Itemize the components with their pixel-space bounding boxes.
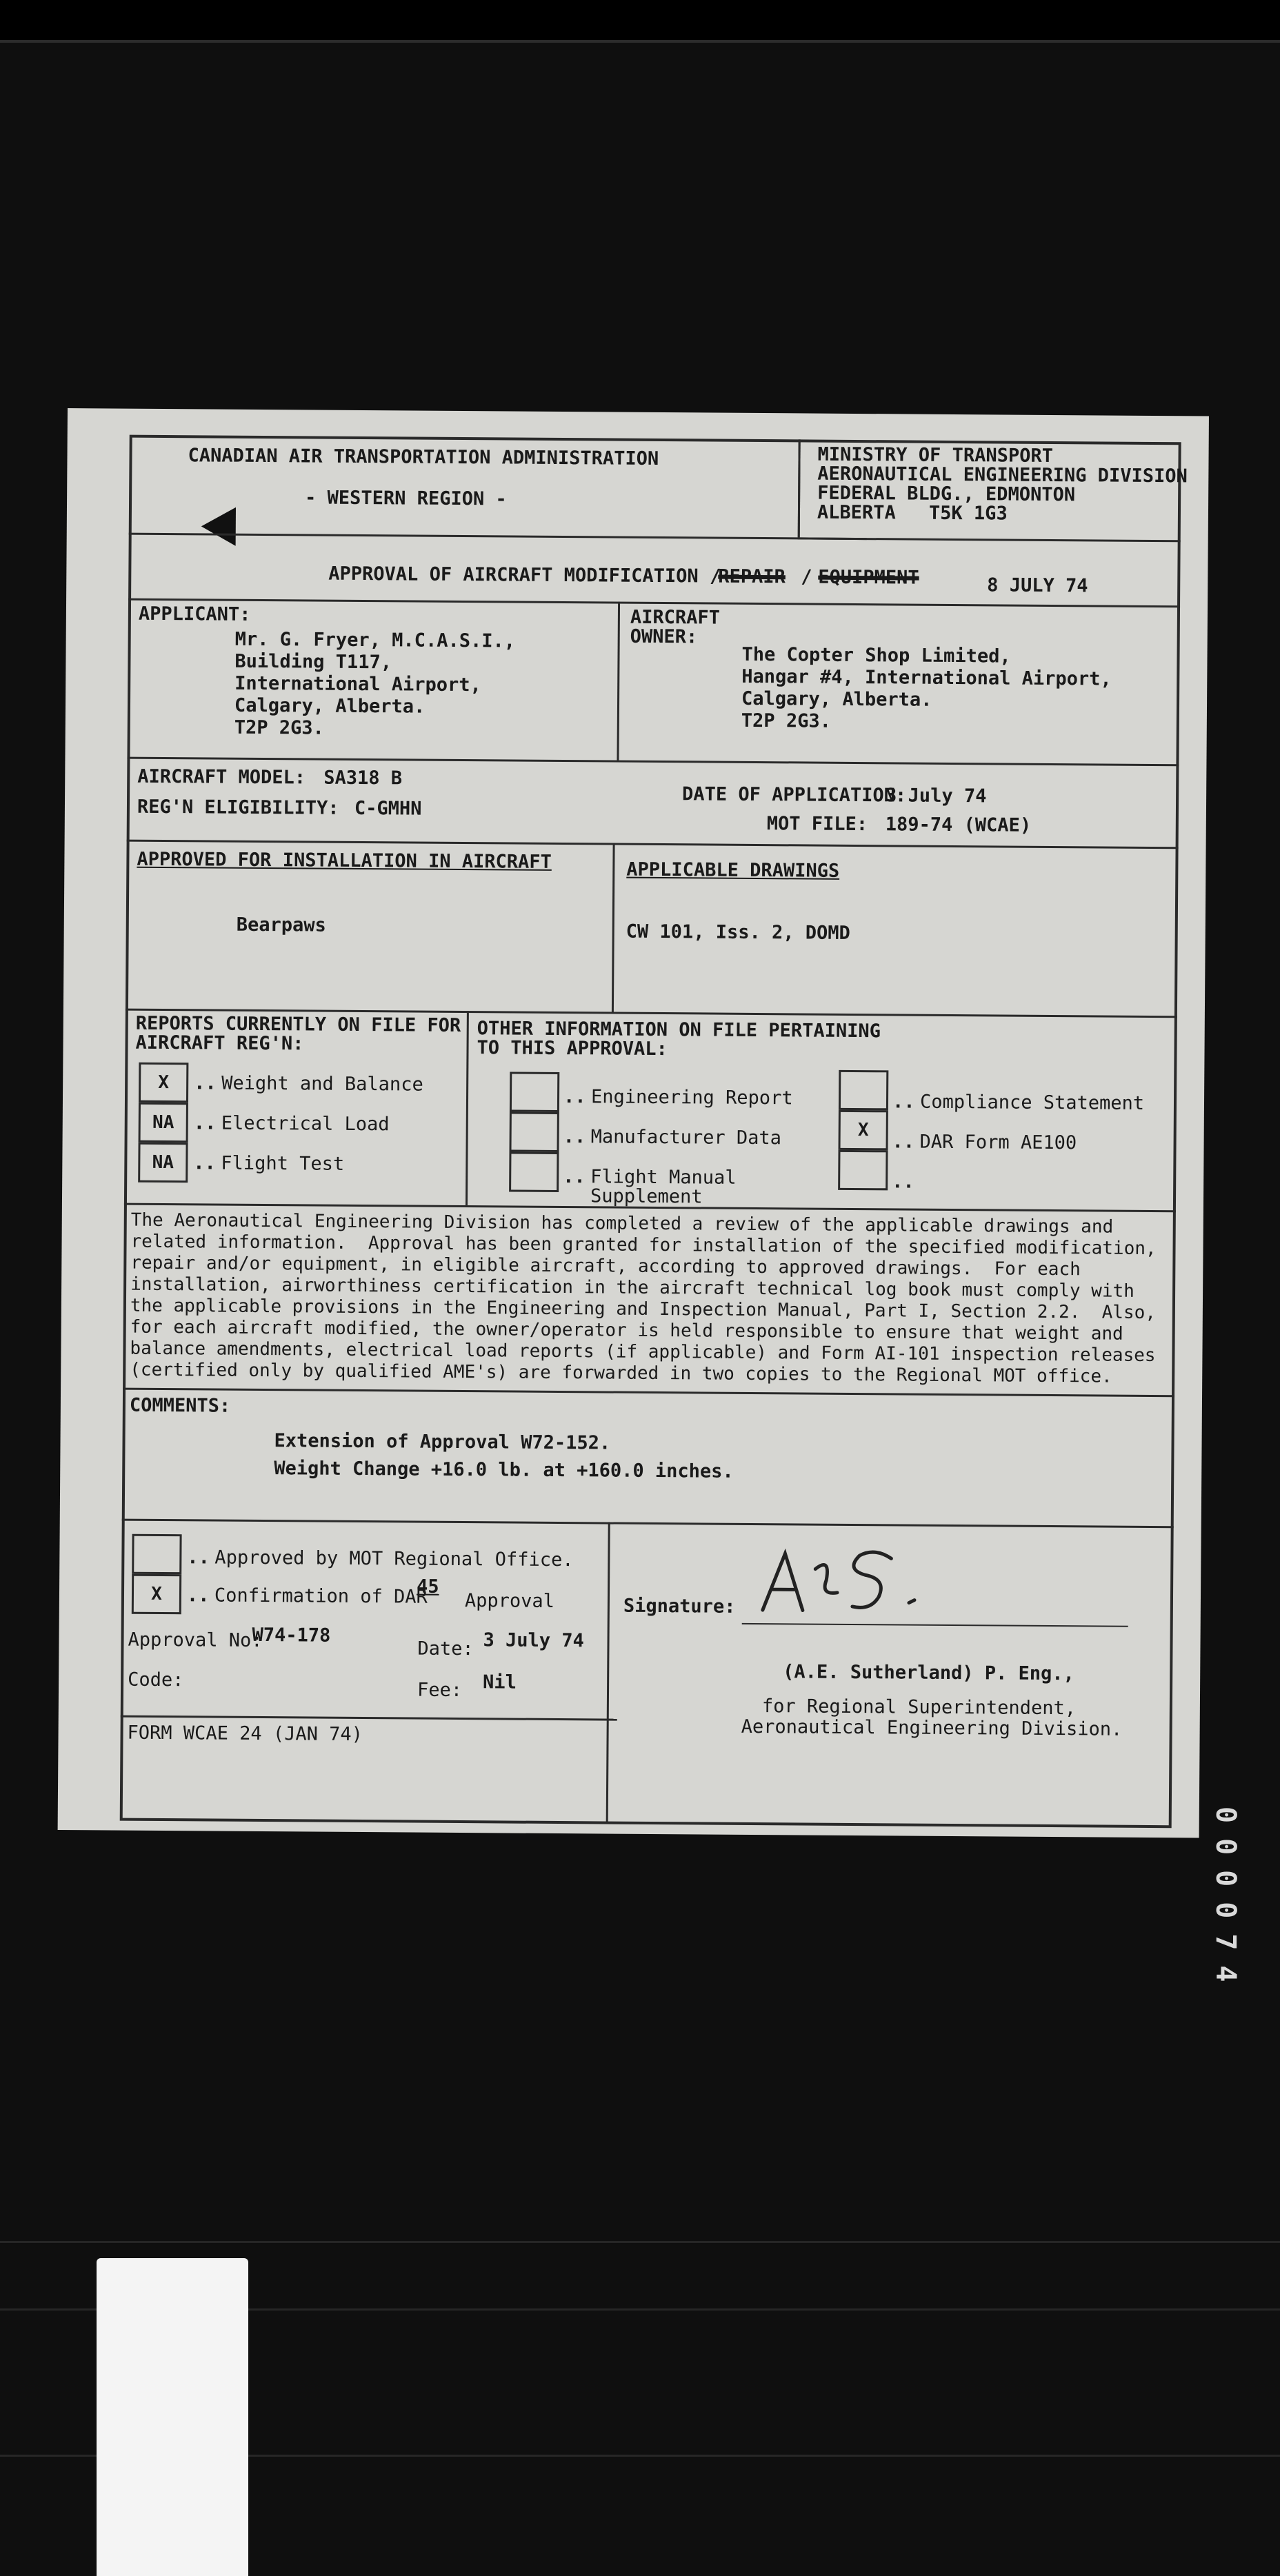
owner-label: AIRCRAFT xyxy=(630,606,721,629)
other-dots: .. xyxy=(892,1131,915,1153)
applicant-line: International Airport, xyxy=(234,672,481,696)
confirmation-dots: .. xyxy=(186,1584,210,1607)
film-top-border xyxy=(0,0,1280,40)
approved-for-value: Bearpaws xyxy=(236,914,326,936)
comment-line: Extension of Approval W72-152. xyxy=(274,1430,611,1454)
approval-form xyxy=(58,408,1209,1838)
report-label: Electrical Load xyxy=(221,1112,390,1136)
other-dots: .. xyxy=(563,1166,586,1188)
approval-no-label: Approval No: xyxy=(128,1629,263,1652)
other-label: DAR Form AE100 xyxy=(919,1131,1077,1154)
fee: Nil xyxy=(483,1671,517,1693)
other-label: Manufacturer Data xyxy=(590,1126,782,1149)
title-separator: / xyxy=(801,566,812,588)
applicant-line: Mr. G. Fryer, M.C.A.S.I., xyxy=(234,628,516,652)
other-checkbox xyxy=(510,1072,559,1113)
signer-title: Aeronautical Engineering Division. xyxy=(741,1715,1123,1740)
film-edge xyxy=(0,40,1280,43)
other-dots: .. xyxy=(892,1171,914,1193)
other-checkbox xyxy=(509,1151,559,1192)
reports-label: REPORTS CURRENTLY ON FILE FOR xyxy=(135,1012,461,1037)
report-label: Flight Test xyxy=(221,1152,345,1175)
approved-by-checkbox xyxy=(132,1534,181,1575)
other-label: Supplement xyxy=(590,1185,703,1208)
form-date: 8 JULY 74 xyxy=(987,574,1088,597)
region-name: - WESTERN REGION - xyxy=(304,487,507,510)
mot-file: 189-74 (WCAE) xyxy=(885,814,1032,836)
report-checkbox: X xyxy=(139,1063,188,1103)
report-label: Weight and Balance xyxy=(221,1072,423,1096)
ministry-postal-code: T5K 1G3 xyxy=(928,502,1008,525)
report-dots: .. xyxy=(193,1152,216,1174)
aircraft-model-label: AIRCRAFT MODEL: xyxy=(137,765,306,789)
other-dots: .. xyxy=(892,1091,915,1113)
legal-paragraph: The Aeronautical Engineering Division has completed a review of the applicable drawings and related information. Approval has been granted for installation of the specified modification, repair and/or equipment, in eligible aircraft, according to approved drawings. For each installation, airworthiness certification in the aircraft technical log book must comply with the applicable provisions in the Engineering and Inspection Manual, Part I, Section 2.2. Also, for each aircraft modified, the owner/operator is held responsible to ensure that weight and balance amendments, electrical load reports (if applicable) and Form AI-101 inspection releases (certified only by qualified AME's) are forwarded in two copies to the Regional MOT office. xyxy=(130,1209,1157,1387)
report-checkbox: NA xyxy=(138,1143,188,1183)
other-label: Flight Manual xyxy=(590,1166,737,1189)
fee-label: Fee: xyxy=(417,1679,463,1702)
report-dots: .. xyxy=(193,1112,217,1134)
other-label: Engineering Report xyxy=(590,1086,793,1109)
other-info-label: TO THIS APPROVAL: xyxy=(477,1037,668,1060)
ministry-line1: MINISTRY OF TRANSPORT xyxy=(817,443,1054,467)
other-dots: .. xyxy=(563,1086,586,1108)
code-label: Code: xyxy=(128,1669,184,1691)
other-checkbox xyxy=(509,1111,559,1152)
applicant-label: APPLICANT: xyxy=(138,603,251,625)
dar-number: 45 xyxy=(416,1576,439,1598)
date-of-application-label: DATE OF APPLICATION: xyxy=(682,783,907,807)
applicable-drawings-value: CW 101, Iss. 2, DOMD xyxy=(626,920,850,944)
signer-name: (A.E. Sutherland) P. Eng., xyxy=(783,1661,1074,1685)
applicant-line: Building T117, xyxy=(234,650,392,674)
struck-equipment: EQUIPMENT xyxy=(818,566,919,589)
approved-by-label: Approved by MOT Regional Office. xyxy=(214,1547,574,1571)
other-label: Compliance Statement xyxy=(919,1091,1145,1114)
signature-label: Signature: xyxy=(623,1595,736,1618)
film-scratch-line xyxy=(0,2241,1280,2243)
applicant-line: T2P 2G3. xyxy=(234,716,324,739)
approval-no: W74-178 xyxy=(252,1624,331,1647)
ministry-line3: FEDERAL BLDG., EDMONTON xyxy=(817,482,1076,506)
owner-line: Hangar #4, International Airport, xyxy=(741,665,1112,690)
ministry-line2: AERONAUTICAL ENGINEERING DIVISION xyxy=(817,463,1188,487)
comments-label: COMMENTS: xyxy=(129,1394,231,1417)
regn-eligibility: C-GMHN xyxy=(354,797,422,820)
form-title: APPROVAL OF AIRCRAFT MODIFICATION / xyxy=(328,563,721,587)
report-dots: .. xyxy=(194,1072,217,1094)
other-checkbox: X xyxy=(839,1110,888,1151)
confirmation-checkbox: X xyxy=(132,1574,181,1615)
regn-eligibility-label: REG'N ELIGIBILITY: xyxy=(137,796,339,819)
applicable-drawings-label: APPLICABLE DRAWINGS xyxy=(626,858,840,882)
other-checkbox xyxy=(838,1150,888,1191)
date-label: Date: xyxy=(417,1638,474,1660)
struck-repair: REPAIR xyxy=(718,565,786,588)
confirmation-suffix: Approval xyxy=(464,1590,555,1612)
approved-by-dots: .. xyxy=(187,1547,210,1569)
applicant-line: Calgary, Alberta. xyxy=(234,694,426,718)
reports-label: AIRCRAFT REG'N: xyxy=(135,1032,304,1055)
agency-name: CANADIAN AIR TRANSPORTATION ADMINISTRATION xyxy=(188,445,659,470)
date-of-application: 3 July 74 xyxy=(885,785,987,807)
ministry-line4: ALBERTA xyxy=(817,501,896,524)
signature-mark xyxy=(749,1544,957,1621)
owner-line: The Copter Shop Limited, xyxy=(741,643,1011,667)
approval-date: 3 July 74 xyxy=(483,1629,584,1652)
owner-label: OWNER: xyxy=(630,625,698,648)
confirmation-label: Confirmation of DAR xyxy=(214,1584,428,1608)
owner-line: Calgary, Alberta. xyxy=(741,687,932,711)
other-dots: .. xyxy=(563,1126,586,1148)
mot-file-label: MOT FILE: xyxy=(766,813,868,836)
report-checkbox: NA xyxy=(139,1103,188,1143)
arrow-left-icon xyxy=(201,507,236,545)
signer-title: for Regional Superintendent, xyxy=(761,1695,1077,1720)
form-id: FORM WCAE 24 (JAN 74) xyxy=(127,1722,363,1746)
approved-for-label: APPROVED FOR INSTALLATION IN AIRCRAFT xyxy=(137,848,552,873)
aircraft-model: SA318 B xyxy=(323,767,403,789)
comment-line: Weight Change +16.0 lb. at +160.0 inches. xyxy=(274,1458,734,1482)
owner-line: T2P 2G3. xyxy=(741,710,832,732)
other-checkbox xyxy=(839,1070,888,1111)
film-leader-tab xyxy=(97,2258,248,2576)
other-info-label: OTHER INFORMATION ON FILE PERTAINING xyxy=(477,1018,881,1043)
frame-number: 000074 xyxy=(1210,1807,1241,1998)
